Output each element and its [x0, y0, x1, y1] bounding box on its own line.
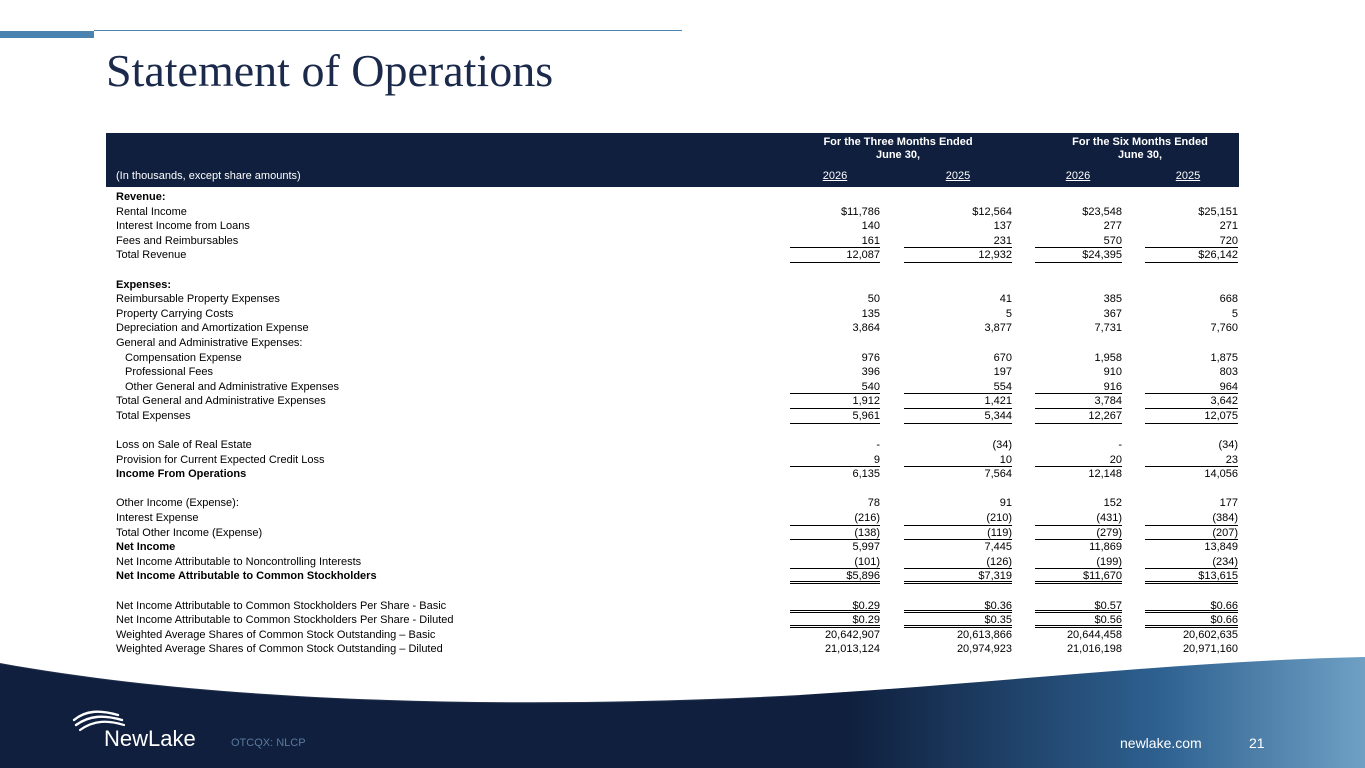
row-value: (119): [904, 526, 1012, 541]
accent-line: [94, 30, 682, 31]
table-row: [106, 438, 1239, 453]
row-value: 668: [1219, 293, 1238, 306]
row-value: 670: [993, 351, 1012, 364]
row-value: 910: [1103, 366, 1122, 379]
row-value: 197: [993, 366, 1012, 379]
row-value: 41: [999, 293, 1012, 306]
row-value: 1,421: [904, 394, 1012, 409]
row-value: 11,869: [1089, 541, 1122, 554]
row-label: Other Income (Expense):: [116, 497, 239, 510]
three-months-header: For the Three Months Ended June 30,: [823, 136, 973, 161]
row-value: 12,087: [790, 248, 880, 263]
row-value: 367: [1103, 307, 1122, 320]
row-value: 5: [1005, 307, 1012, 320]
row-label: Fees and Reimbursables: [116, 234, 239, 247]
row-value: 20,971,160: [1182, 643, 1238, 656]
row-label: Net Income Attributable to Noncontrolling Interests: [116, 555, 362, 568]
table-row: [106, 555, 1239, 570]
row-value: (207): [1145, 526, 1238, 541]
row-value: $13,615: [1145, 569, 1238, 584]
row-value: 23: [1145, 453, 1238, 468]
row-value: $0.29: [790, 599, 880, 614]
year-col-4: 2025: [1175, 170, 1201, 182]
table-row: [106, 467, 1239, 482]
row-value: 7,564: [984, 468, 1012, 481]
row-value: 20,642,907: [824, 628, 880, 641]
logo-wordmark: NewLake: [104, 726, 196, 751]
row-value: 12,148: [1088, 468, 1122, 481]
row-value: 7,760: [1210, 322, 1238, 335]
row-label: Reimbursable Property Expenses: [116, 293, 280, 306]
page-title: Statement of Operations: [106, 45, 554, 96]
row-value: 720: [1145, 234, 1238, 249]
table-row: [106, 613, 1239, 628]
row-value: (216): [790, 511, 880, 526]
row-value: 12,075: [1145, 409, 1238, 424]
row-label: Professional Fees: [125, 366, 214, 379]
row-value: 12,267: [1035, 409, 1122, 424]
row-value: 14,056: [1204, 468, 1238, 481]
row-value: $0.66: [1145, 613, 1238, 628]
row-label: Provision for Current Expected Credit Loss: [116, 453, 325, 466]
row-value: 21,013,124: [824, 643, 880, 656]
row-value: $0.35: [904, 613, 1012, 628]
table-row: [106, 511, 1239, 526]
row-value: 1,958: [1094, 351, 1122, 364]
row-label: Property Carrying Costs: [116, 307, 234, 320]
row-value: $26,142: [1145, 248, 1238, 263]
row-label: Net Income Attributable to Common Stockholders: [116, 570, 377, 583]
row-value: 1,912: [790, 394, 880, 409]
row-value: 5: [1231, 307, 1238, 320]
row-label: Net Income: [116, 541, 176, 554]
row-value: (210): [904, 511, 1012, 526]
ticker-symbol: OTCQX: NLCP: [231, 737, 306, 749]
row-value: $0.56: [1035, 613, 1122, 628]
row-value: (431): [1035, 511, 1122, 526]
table-row: [106, 496, 1239, 511]
row-value: (384): [1145, 511, 1238, 526]
row-label: Rental Income: [116, 205, 187, 218]
row-value: 6,135: [852, 468, 880, 481]
table-body: [106, 190, 1239, 657]
row-value: 5,997: [852, 541, 880, 554]
row-value: 10: [904, 453, 1012, 468]
row-value: 277: [1103, 220, 1122, 233]
table-row: [106, 219, 1239, 234]
row-value: 13,849: [1204, 541, 1238, 554]
spacer-row: [106, 482, 1239, 497]
row-value: $25,151: [1198, 205, 1238, 218]
table-row: [106, 409, 1239, 424]
row-value: 152: [1103, 497, 1122, 510]
row-value: $23,548: [1082, 205, 1122, 218]
row-value: $24,395: [1035, 248, 1122, 263]
table-row: [106, 394, 1239, 409]
row-value: 570: [1035, 234, 1122, 249]
row-value: 140: [861, 220, 880, 233]
row-value: 5,344: [904, 409, 1012, 424]
table-row: [106, 292, 1239, 307]
table-row: [106, 234, 1239, 249]
row-label: General and Administrative Expenses:: [116, 336, 303, 349]
year-col-2: 2025: [945, 170, 971, 182]
row-value: 50: [867, 293, 880, 306]
table-row: [106, 205, 1239, 220]
row-value: 385: [1103, 293, 1122, 306]
row-label: Weighted Average Shares of Common Stock Outstanding – Diluted: [116, 643, 443, 656]
table-row: [106, 278, 1239, 293]
row-label: Compensation Expense: [125, 351, 242, 364]
row-value: 135: [861, 307, 880, 320]
row-value: 271: [1219, 220, 1238, 233]
row-value: 7,445: [984, 541, 1012, 554]
row-value: (34): [992, 439, 1012, 452]
unit-label: (In thousands, except share amounts): [116, 170, 301, 182]
row-value: 976: [861, 351, 880, 364]
row-label: Net Income Attributable to Common Stockholders Per Share - Diluted: [116, 614, 454, 627]
table-row: [106, 307, 1239, 322]
row-value: 20: [1035, 453, 1122, 468]
row-value: (279): [1035, 526, 1122, 541]
row-value: 3,642: [1145, 394, 1238, 409]
table-header: [106, 133, 1239, 187]
table-row: [106, 365, 1239, 380]
row-value: 3,877: [984, 322, 1012, 335]
row-value: 137: [993, 220, 1012, 233]
row-value: $11,670: [1035, 569, 1122, 584]
row-value: $5,896: [790, 569, 880, 584]
row-label: Income From Operations: [116, 468, 247, 481]
row-label: Interest Expense: [116, 512, 199, 525]
row-label: Other General and Administrative Expenses: [125, 380, 340, 393]
table-row: [106, 351, 1239, 366]
row-value: 20,613,866: [956, 628, 1012, 641]
row-value: $11,786: [841, 205, 880, 218]
row-value: 12,932: [904, 248, 1012, 263]
row-value: 161: [790, 234, 880, 249]
row-value: 9: [790, 453, 880, 468]
row-label: Net Income Attributable to Common Stockholders Per Share - Basic: [116, 599, 447, 612]
row-label: Total Expenses: [116, 409, 191, 422]
table-row: [106, 526, 1239, 541]
row-value: 231: [904, 234, 1012, 249]
row-value: 803: [1219, 366, 1238, 379]
year-col-1: 2026: [822, 170, 848, 182]
row-label: Depreciation and Amortization Expense: [116, 322, 309, 335]
row-value: 554: [904, 380, 1012, 395]
website-link[interactable]: newlake.com: [1120, 735, 1202, 751]
row-value: $7,319: [904, 569, 1012, 584]
row-label: Total Revenue: [116, 249, 187, 262]
row-value: (101): [790, 555, 880, 570]
row-value: -: [876, 439, 880, 452]
row-value: 91: [999, 497, 1012, 510]
spacer-row: [106, 424, 1239, 439]
row-value: 5,961: [790, 409, 880, 424]
row-value: 396: [861, 366, 880, 379]
row-value: $12,564: [972, 205, 1012, 218]
row-value: 3,784: [1035, 394, 1122, 409]
year-col-3: 2026: [1065, 170, 1091, 182]
table-row: [106, 336, 1239, 351]
row-value: 7,731: [1094, 322, 1122, 335]
table-row: [106, 599, 1239, 614]
row-value: $0.57: [1035, 599, 1122, 614]
row-value: (34): [1218, 439, 1238, 452]
spacer-row: [106, 263, 1239, 278]
row-value: 3,864: [852, 322, 880, 335]
row-value: -: [1118, 439, 1122, 452]
row-value: 964: [1145, 380, 1238, 395]
row-value: (234): [1145, 555, 1238, 570]
row-label: Loss on Sale of Real Estate: [116, 439, 252, 452]
row-value: 916: [1035, 380, 1122, 395]
row-value: 540: [790, 380, 880, 395]
row-value: 1,875: [1210, 351, 1238, 364]
row-value: $0.66: [1145, 599, 1238, 614]
footer-wave: [0, 655, 1365, 768]
row-label: Interest Income from Loans: [116, 220, 250, 233]
spacer-row: [106, 584, 1239, 599]
table-row: [106, 380, 1239, 395]
row-value: $0.29: [790, 613, 880, 628]
table-row: [106, 321, 1239, 336]
row-value: $0.36: [904, 599, 1012, 614]
page-number: 21: [1249, 735, 1265, 751]
table-row: [106, 628, 1239, 643]
table-row: [106, 453, 1239, 468]
table-row: [106, 190, 1239, 205]
row-value: (199): [1035, 555, 1122, 570]
row-value: (126): [904, 555, 1012, 570]
row-label: Total General and Administrative Expenses: [116, 395, 326, 408]
row-value: 20,974,923: [956, 643, 1012, 656]
row-value: 20,602,635: [1182, 628, 1238, 641]
table-row: [106, 540, 1239, 555]
row-value: (138): [790, 526, 880, 541]
table-row: [106, 248, 1239, 263]
row-label: Total Other Income (Expense): [116, 526, 263, 539]
row-value: 20,644,458: [1066, 628, 1122, 641]
six-months-header: For the Six Months Ended June 30,: [1072, 136, 1208, 161]
row-label: Weighted Average Shares of Common Stock Outstanding – Basic: [116, 628, 436, 641]
row-value: 21,016,198: [1066, 643, 1122, 656]
table-row: [106, 569, 1239, 584]
accent-bar: [0, 31, 94, 38]
row-value: 177: [1219, 497, 1238, 510]
row-label: Revenue:: [116, 191, 166, 203]
row-label: Expenses:: [116, 278, 172, 291]
row-value: 78: [867, 497, 880, 510]
